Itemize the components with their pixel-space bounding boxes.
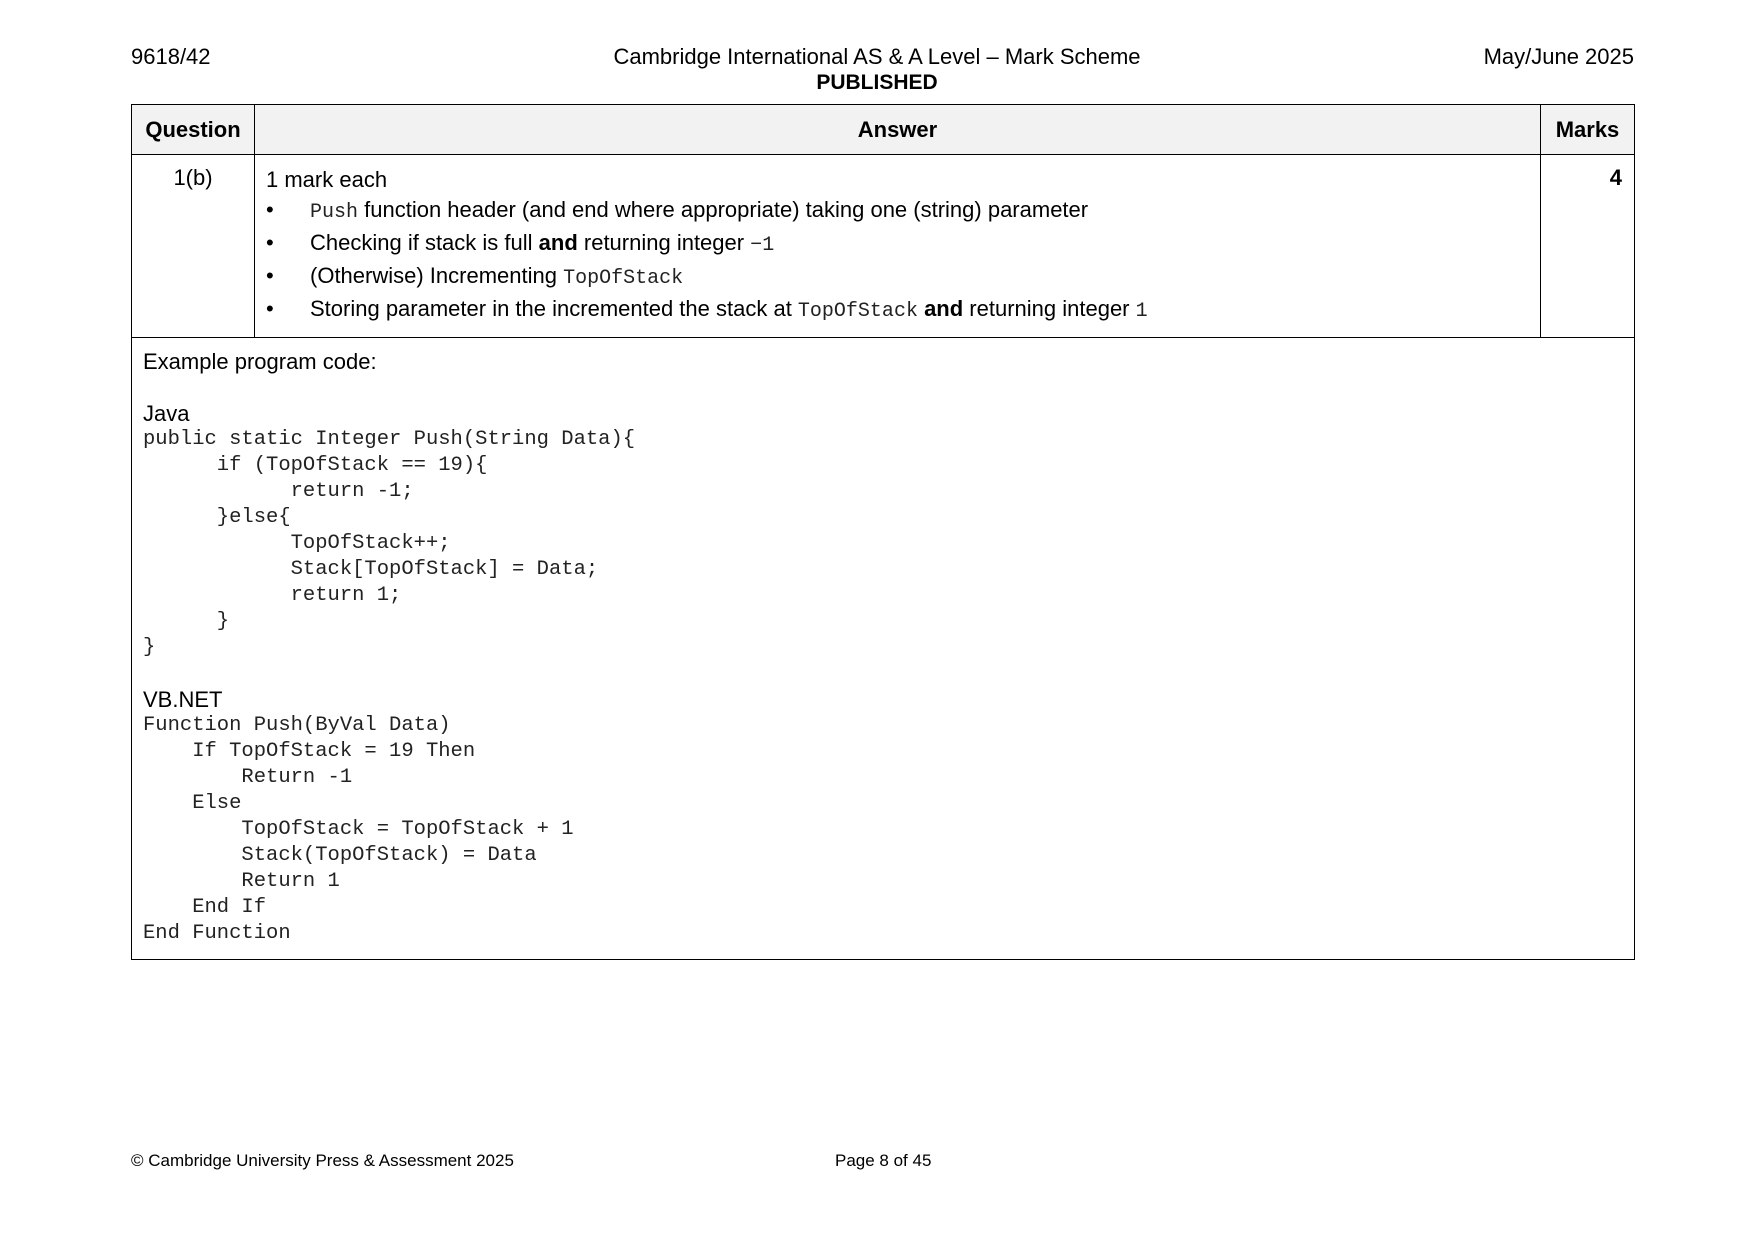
marking-point xyxy=(266,261,1530,294)
paper-code: 9618/42 xyxy=(131,44,211,69)
example-code-cell xyxy=(132,338,1635,960)
question-number: 1(b) xyxy=(132,155,255,338)
java-label: Java xyxy=(143,401,190,426)
point-text: Checking if stack is full xyxy=(310,230,539,255)
marking-point xyxy=(266,195,1530,228)
marking-points xyxy=(266,195,1530,327)
example-row xyxy=(132,338,1635,960)
bullet-icon: • xyxy=(266,197,274,222)
bullet-icon: • xyxy=(266,263,274,288)
example-title: Example program code: xyxy=(143,349,377,374)
emphasis-and: and xyxy=(917,296,964,321)
point-text: function header (and end where appropriate) taking one (string) parameter xyxy=(358,197,1089,222)
code-term: 1 xyxy=(1135,300,1148,323)
document-title: Cambridge International AS & A Level – Mark Scheme xyxy=(613,44,1141,69)
table-row xyxy=(132,155,1635,338)
point-text: returning integer xyxy=(577,230,751,255)
marking-point xyxy=(266,228,1530,261)
question-header: Question xyxy=(132,105,255,155)
published-label: PUBLISHED xyxy=(816,71,938,94)
mark-scheme-table xyxy=(131,104,1635,960)
point-text: returning integer xyxy=(963,296,1136,321)
marks-header: Marks xyxy=(1541,105,1635,155)
copyright-notice: © Cambridge University Press & Assessment 2025 xyxy=(131,1151,514,1170)
point-text: Storing parameter in the incremented the stack at xyxy=(310,296,798,321)
bullet-icon: • xyxy=(266,296,274,321)
vbnet-label: VB.NET xyxy=(143,687,223,712)
marks-value: 4 xyxy=(1541,155,1635,338)
mark-allocation-note: 1 mark each xyxy=(266,167,388,192)
code-term: TopOfStack xyxy=(797,300,918,323)
code-term: Push xyxy=(310,201,359,224)
bullet-icon: • xyxy=(266,230,274,255)
answer-cell xyxy=(255,155,1541,338)
java-code-block: public static Integer Push(String Data){ if (TopOfStack == 19){ return -1; }else{ TopOfStack++; Stack[TopOfStack] = Data; return 1; } } xyxy=(143,428,636,659)
marking-point xyxy=(266,294,1530,327)
code-term: −1 xyxy=(750,234,775,257)
emphasis-and: and xyxy=(538,230,578,255)
table-header-row xyxy=(132,105,1635,155)
exam-session: May/June 2025 xyxy=(1483,44,1634,69)
vbnet-code-block: Function Push(ByVal Data) If TopOfStack = 19 Then Return -1 Else TopOfStack = TopOfStack + 1 Stack(TopOfStack) = Data Return 1 End If End Function xyxy=(143,714,574,945)
code-term: TopOfStack xyxy=(563,267,684,290)
page-number: Page 8 of 45 xyxy=(835,1151,932,1170)
answer-header: Answer xyxy=(255,105,1541,155)
point-text: (Otherwise) Incrementing xyxy=(310,263,564,288)
